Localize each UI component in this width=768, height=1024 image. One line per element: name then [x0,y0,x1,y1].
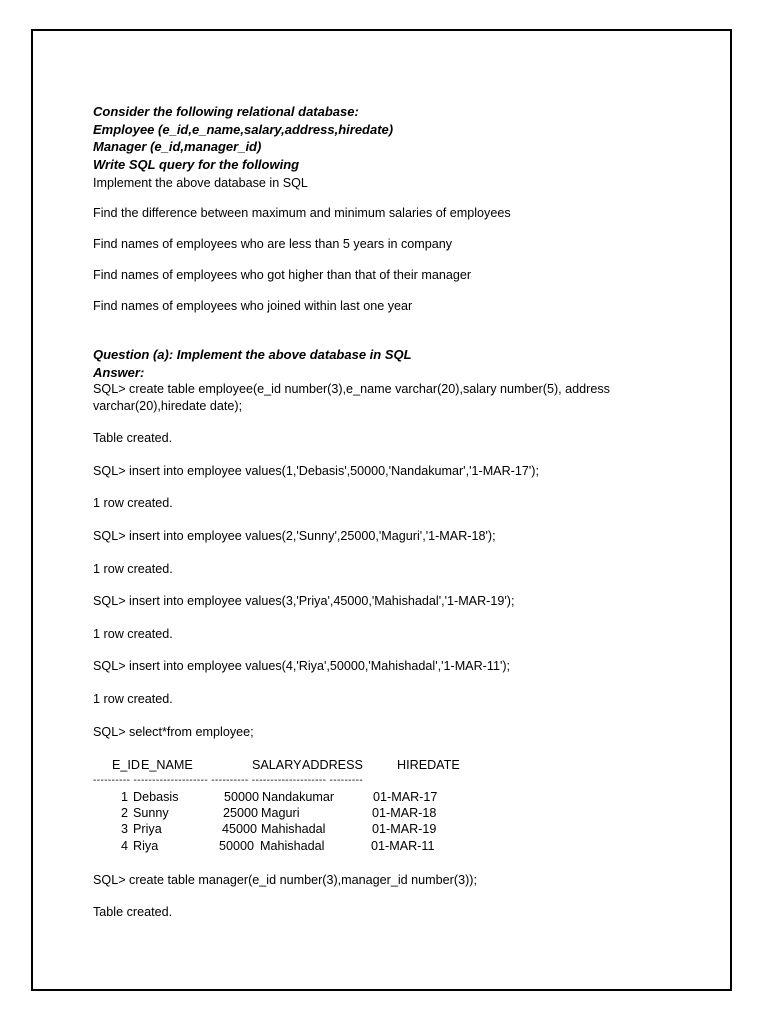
cell-e-id: 1 [121,790,129,804]
cell-hiredate: 01-MAR-11 [371,839,435,853]
cell-e-id: 3 [121,822,129,836]
cell-e-id: 4 [121,839,129,853]
cell-e-name: Riya [133,839,159,853]
table-created-message: Table created. [93,431,173,445]
row-created-message-4: 1 row created. [93,692,173,706]
cell-salary: 25000 [223,806,259,820]
row-created-message-3: 1 row created. [93,627,173,641]
cell-e-name: Debasis [133,790,179,804]
task-5: Find names of employees who joined within last one year [93,299,413,313]
header-hiredate: HIREDATE [397,758,460,772]
intro-line: Consider the following relational database: [93,104,359,119]
cell-e-name: Sunny [133,806,169,820]
question-a-title: Question (a): Implement the above database in SQL [93,347,412,362]
cell-address: Mahishadal [261,822,326,836]
cell-e-id: 2 [121,806,129,820]
cell-hiredate: 01-MAR-18 [372,806,437,820]
sql-insert-3: SQL> insert into employee values(3,'Priya',45000,'Mahishadal','1-MAR-19'); [93,594,515,608]
task-3: Find names of employees who are less than 5 years in company [93,237,453,251]
table-separator: ---------- -------------------- ---------- -------------------- --------- [93,775,364,786]
table-created-message-2: Table created. [93,905,173,919]
header-salary: SALARY [252,758,302,772]
instruction-line: Write SQL query for the following [93,157,300,172]
sql-insert-2: SQL> insert into employee values(2,'Sunny',25000,'Maguri','1-MAR-18'); [93,529,496,543]
task-4: Find names of employees who got higher than that of their manager [93,268,472,282]
header-e-name: E_NAME [141,758,193,772]
sql-create-manager: SQL> create table manager(e_id number(3),manager_id number(3)); [93,873,477,887]
cell-address: Nandakumar [262,790,335,804]
answer-label: Answer: [93,365,145,380]
cell-address: Maguri [261,806,300,820]
cell-hiredate: 01-MAR-17 [373,790,438,804]
header-address: ADDRESS [302,758,363,772]
cell-salary: 50000 [219,839,255,853]
task-2: Find the difference between maximum and minimum salaries of employees [93,206,511,220]
task-1: Implement the above database in SQL [93,176,308,190]
header-e-id: E_ID [112,758,140,772]
row-created-message-2: 1 row created. [93,562,173,576]
cell-e-name: Priya [133,822,162,836]
cell-salary: 45000 [222,822,258,836]
sql-insert-1: SQL> insert into employee values(1,'Debasis',50000,'Nandakumar','1-MAR-17'); [93,464,539,478]
sql-create-employee-line2: varchar(20),hiredate date); [93,399,243,413]
sql-create-employee-line1: SQL> create table employee(e_id number(3),e_name varchar(20),salary number(5), address [93,382,610,396]
cell-address: Mahishadal [260,839,325,853]
sql-select-employee: SQL> select*from employee; [93,725,254,739]
employee-schema: Employee (e_id,e_name,salary,address,hiredate) [93,122,394,137]
row-created-message-1: 1 row created. [93,496,173,510]
manager-schema: Manager (e_id,manager_id) [93,139,262,154]
cell-hiredate: 01-MAR-19 [372,822,437,836]
sql-insert-4: SQL> insert into employee values(4,'Riya',50000,'Mahishadal','1-MAR-11'); [93,659,511,673]
cell-salary: 50000 [224,790,260,804]
